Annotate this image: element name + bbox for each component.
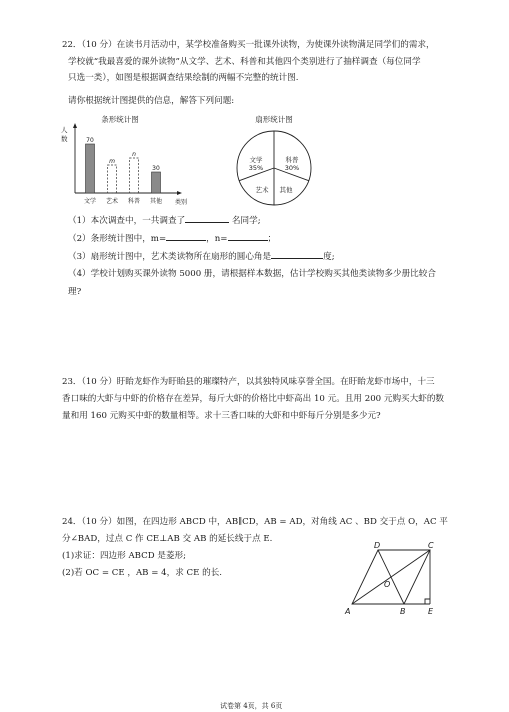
point-c: C: [428, 541, 434, 550]
q22-sub2-n: ，n=: [206, 234, 228, 244]
q22-line-4: 请你根据统计图提供的信息，解答下列问题:: [68, 96, 235, 106]
q22-sub1-tail: 名同学;: [231, 216, 261, 226]
bar-chart-ylabel-1: 人: [61, 126, 68, 134]
pie-chart-title: 扇形统计图: [255, 115, 293, 124]
bar-3: [130, 158, 139, 193]
q24-line-1: 24．（10 分）如图，在四边形 ABCD 中，AB∥CD，AB = AD，对角线 AC 、BD 交于点 O，AC 平: [62, 517, 448, 527]
bar-chart-ylabel-2: 数: [61, 135, 68, 143]
geometry-figure: [336, 540, 456, 620]
q22-sub4-line-1: （4）学校计划购买课外读物 5000 册，请根据样本数据，估计学校购买其他类读物多少册比较合: [68, 269, 436, 279]
point-e: E: [428, 607, 434, 616]
pie-label-kepu: 科普: [285, 156, 299, 164]
q22-sub1-blank[interactable]: [185, 214, 229, 223]
bar-1: [86, 144, 95, 193]
pie-label-yishu: 艺术: [255, 186, 269, 194]
q22-sub3-text: （3）扇形统计图中，艺术类读物所在扇形的圆心角是: [68, 252, 272, 262]
q24-line-4: (2)若 OC = CE ，AB = 4，求 CE 的长.: [62, 568, 223, 578]
pie-chart: [222, 112, 332, 212]
point-d: D: [374, 541, 381, 550]
q22-sub4-line-2: 理?: [68, 287, 82, 297]
point-b: B: [400, 607, 406, 616]
q22-sub3: [68, 250, 335, 263]
bar-value-label-1: 70: [86, 137, 94, 144]
bar-category-label-1: 文学: [83, 198, 97, 205]
bar-chart: [58, 112, 198, 212]
diagonal-bd: [378, 550, 404, 604]
q22-line-1: 22．（10 分）在读书月活动中，某学校准备购买一批课外读物，为使课外读物满足同学们的需求，: [62, 40, 435, 50]
q23-line-1: 23．（10 分）盱眙龙虾作为盱眙县的璀璨特产，以其独特风味享誉全国。在盱眙龙虾市场中，十三: [62, 377, 435, 387]
q22-sub2: [68, 232, 276, 245]
pie-label-qita: 其他: [279, 186, 293, 194]
page-footer: 试卷第 4页，共 6页: [220, 702, 283, 710]
bar-value-label-2: m: [109, 158, 115, 165]
bar-2: [108, 165, 117, 193]
bar-category-label-2: 艺术: [105, 198, 119, 205]
q22-line-3: 只选一类），如图是根据调查结果绘制的两幅不完整的统计图.: [68, 73, 299, 83]
q24-line-2: 分∠BAD，过点 C 作 CE⊥AB 交 AB 的延长线于点 E.: [62, 534, 273, 544]
q23-line-2: 香口味的大虾与中虾的价格存在差异，每斤大虾的价格比中虾高出 10 元。且用 200 元购买大虾的数: [62, 394, 445, 404]
pie-percent-wenxue: 35%: [248, 164, 264, 172]
bar-value-label-3: n: [132, 151, 136, 158]
bar-chart-xlabel: 类别: [175, 199, 188, 206]
bar-chart-x-arrow: [177, 191, 182, 195]
bar-4: [152, 172, 161, 193]
point-a: A: [345, 607, 351, 616]
q22-sub2-text: （2）条形统计图中，m=: [68, 234, 167, 244]
q24-line-3: (1)求证：四边形 ABCD 是菱形;: [62, 551, 187, 561]
bar-chart-y-arrow: [73, 123, 77, 128]
q22-line-2: 学校就“我最喜爱的课外读物”从文学、艺术、科普和其他四个类别进行了抽样调查（每位同学: [68, 57, 421, 67]
q22-sub2-blank-n[interactable]: [228, 232, 268, 241]
bar-value-label-4: 30: [152, 165, 160, 172]
q22-sub2-tail: ；: [267, 234, 277, 244]
bar-chart-title: 条形统计图: [101, 115, 139, 124]
q23-line-3: 量和用 160 元购买中虾的数量相等。求十三香口味的大虾和中虾每斤分别是多少元?: [62, 411, 381, 421]
right-angle-mark: [425, 599, 430, 604]
pie-label-wenxue: 文学: [249, 156, 263, 164]
q22-sub3-blank[interactable]: [271, 250, 323, 259]
point-o: O: [384, 580, 391, 589]
bar-category-label-4: 其他: [149, 198, 163, 205]
q22-sub1-text: （1）本次调查中，一共调查了: [68, 216, 186, 226]
q22-sub3-tail: 度;: [323, 252, 335, 262]
bar-category-label-3: 科普: [127, 198, 141, 205]
q22-sub2-blank-m[interactable]: [166, 232, 206, 241]
q22-sub1: [68, 214, 261, 227]
pie-percent-kepu: 30%: [284, 164, 300, 172]
